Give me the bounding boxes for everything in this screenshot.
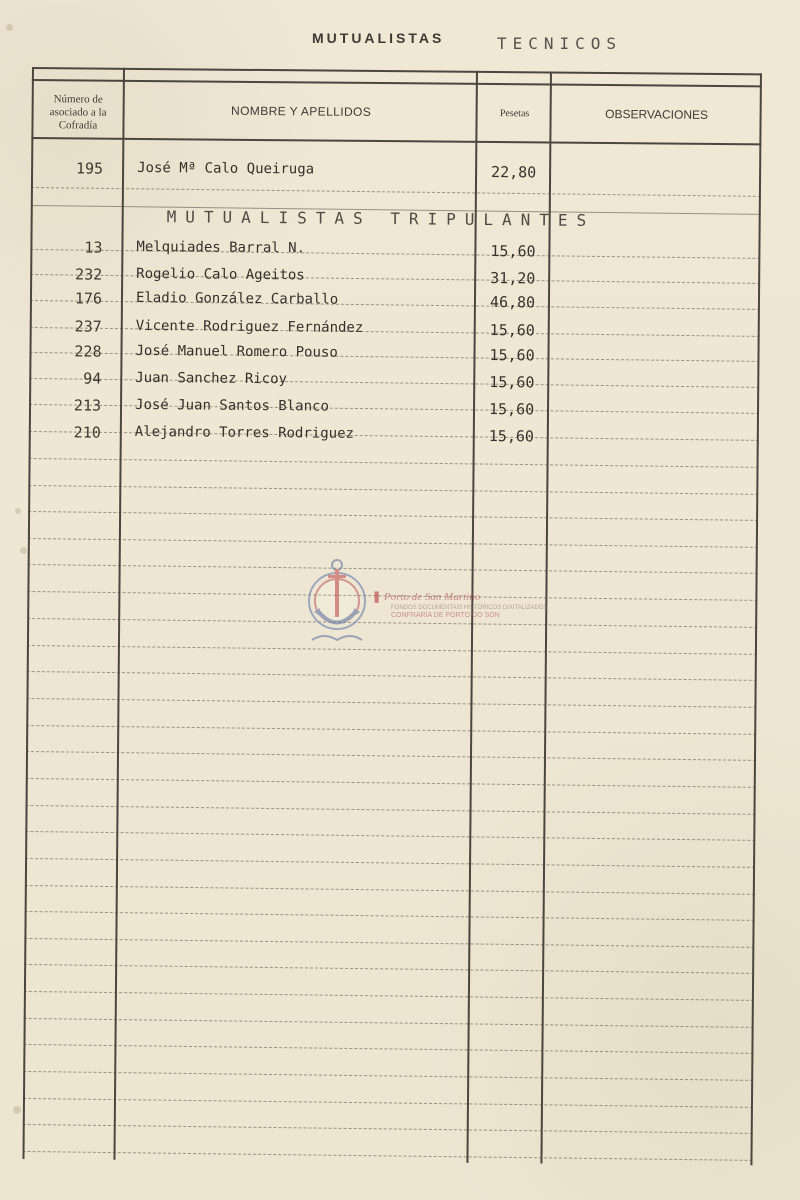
header-name: NOMBRE Y APELLIDOS [230, 103, 372, 119]
member-name: Eladio González Carballo [135, 289, 339, 308]
member-name: Juan Sanchez Ricoy [135, 369, 288, 388]
member-name: Rogelio Calo Ageitos [136, 265, 305, 284]
anchor-emblem-icon [304, 556, 370, 646]
member-name: Alejandro Torres Rodriguez [134, 423, 355, 442]
member-number: 213 [73, 396, 102, 415]
stain-mark [20, 547, 27, 554]
member-amount: 15,60 [490, 242, 536, 261]
member-name: José Mª Calo Queiruga [137, 159, 315, 178]
page-title-secondary: TECNICOS [497, 34, 623, 53]
archive-watermark [304, 556, 548, 648]
member-number: 232 [75, 265, 103, 284]
member-number: 228 [74, 342, 102, 361]
member-number: 94 [83, 369, 102, 388]
watermark-brand: ❚ Porto de San Martiño [372, 591, 481, 603]
stain-mark [15, 508, 21, 514]
member-name: José Juan Santos Blanco [134, 396, 329, 415]
section-title: MUTUALISTAS TRIPULANTES [166, 207, 596, 230]
member-name: Melquiades Barral N. [136, 238, 306, 257]
member-number: 176 [74, 289, 103, 308]
member-name: Vicente Rodriguez Fernández [135, 317, 364, 336]
member-amount: 46,80 [489, 293, 536, 312]
member-amount: 15,60 [488, 400, 535, 419]
watermark-subtitle-primary: FONDOS DOCUMENTAIS HISTÓRICOS DIXITALIZADOS [391, 605, 548, 611]
page-title-main: MUTUALISTAS [312, 30, 445, 46]
member-amount: 15,60 [488, 427, 535, 446]
watermark-subtitle-secondary: CONFRARÍA DE PORTO DO SON [391, 612, 500, 619]
header-observations: OBSERVACIONES [605, 107, 709, 122]
table-header-row [31, 79, 761, 145]
member-number: 210 [73, 423, 101, 442]
member-number: 195 [75, 159, 104, 178]
stain-mark [13, 1106, 21, 1114]
member-number: 237 [74, 317, 102, 336]
member-name: José Manuel Romero Pouso [135, 342, 338, 361]
member-amount: 15,60 [489, 321, 535, 340]
header-member-number: Número de asociado a la Cofradía [49, 92, 107, 132]
member-amount: 31,20 [490, 269, 536, 288]
header-amount: Pesetas [499, 108, 530, 120]
stain-mark [6, 24, 13, 31]
member-amount: 15,60 [489, 346, 535, 365]
member-number: 13 [84, 238, 103, 257]
member-amount: 15,60 [489, 373, 535, 392]
member-amount: 22,80 [491, 163, 537, 182]
